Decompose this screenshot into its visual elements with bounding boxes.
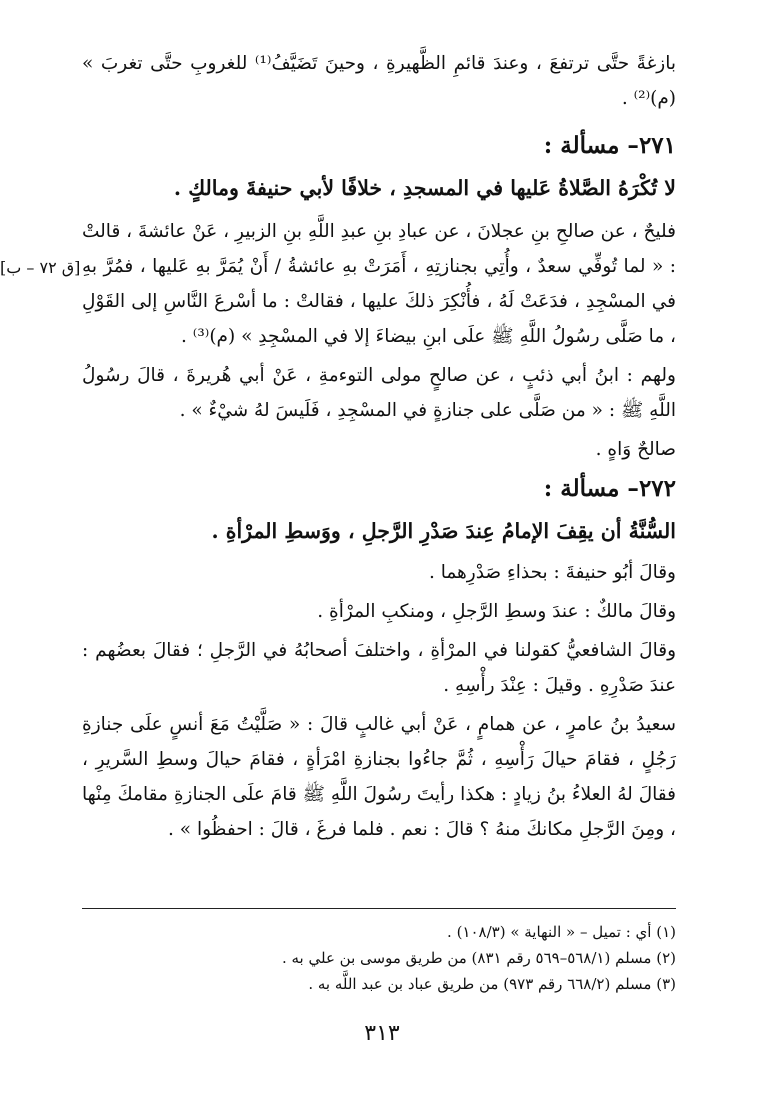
question-272-heading: ٢٧٢– مسألة : [543, 475, 676, 502]
page-number: ٣١٣ [364, 1021, 400, 1046]
question-271-paragraph-1: فليحٌ ، عن صالحِ بنِ عجلانَ ، عن عبادِ بنِ عبدِ اللَّهِ بنِ الزبيرِ ، عَنْ عائشةَ ، قالتْ : « لما تُوفِّي سعدٌ ، وأُتِي بجنازتِهِ ، أَمَرَتْ بهِ عائشةُ / أَنْ يُمَرَّ بهِ عَليها ، فمُرَّ بهِ في المسْجِدِ ، فدَعَتْ لَهُ ، فأُنْكِرَ ذلكَ عليها ، فقالتْ : ما أسْرعَ النَّاسِ إلى القَوْلِ ، ما صَلَّى رسُولُ اللَّهِ ﷺ علَى ابنِ بيضاءَ إلا في المسْجِدِ » (م)⁽³⁾ . [82, 221, 676, 347]
question-271-paragraph-3: صالحٌ وَاهٍ . [595, 439, 676, 460]
question-271 [82, 124, 676, 467]
continuation-paragraph: بازغةً حتَّى ترتفعَ ، وعندَ قائمِ الظَّهيرةِ ، وحينَ تَضَيَّفُ⁽¹⁾ للغروبِ حتَّى تغربَ » (م)⁽²⁾ . [82, 53, 676, 109]
main-text [82, 0, 676, 847]
question-272-paragraph-2: وقالَ مالكٌ : عندَ وسطِ الرَّجلِ ، ومنكبِ المرْأةِ . [317, 601, 676, 622]
footnote-3: (٣) مسلم (٦٦٨/٢ رقم ٩٧٣) من طريق عباد بن عبد اللَّه به . [308, 975, 676, 993]
question-272-paragraph-1: وقالَ أبُو حنيفةَ : بحذاءِ صَدْرِهما . [428, 562, 676, 583]
question-272 [82, 467, 676, 847]
footnote-1: (١) أي : تميل – « النهاية » (١٠٨/٣) . [447, 923, 676, 941]
question-272-paragraph-4: سعيدُ بنُ عامرٍ ، عن همامٍ ، عَنْ أبي غالبٍ قالَ : « صَلَّيْتُ مَعَ أنسٍ علَى جنازةِ رَجُلٍ ، فقامَ حيالَ رَأْسِهِ ، ثُمَّ جاءُوا بجنازةِ امْرَأةٍ ، فقامَ حيالَ وسطِ السَّريرِ ، فقالَ لهُ العلاءُ بنُ زيادٍ : هكذا رأيتَ رسُولَ اللَّهِ ﷺ قامَ علَى الجنازةِ مقامكَ مِنْها ، ومِنَ الرَّجلِ مكانكَ منهُ ؟ قالَ : نعم . فلما فرغَ ، قالَ : احفظُوا » . [82, 714, 676, 840]
footnote-2: (٢) مسلم (٥٦٨/١–٥٦٩ رقم ٨٣١) من طريق موسى بن علي به . [281, 949, 676, 967]
question-271-paragraph-2: ولهم : ابنُ أبي ذئبٍ ، عن صالحٍ مولى التوءمةِ ، عَنْ أبي هُريرةَ ، قالَ رسُولُ اللَّهِ ﷺ : « من صَلَّى على جنازةٍ في المسْجِدِ ، فَلَيسَ لهُ شيْءٌ » . [82, 365, 676, 421]
manuscript-folio-marker: [ق ٧٢ – ب] [0, 258, 81, 277]
question-271-heading: ٢٧١– مسألة : [543, 132, 676, 159]
footnotes [82, 908, 676, 997]
question-272-paragraph-3: وقالَ الشافعيُّ كقولنا في المرْأةِ ، واختلفَ أصحابُهُ في الرَّجلِ ؛ فقالَ بعضُهم : عندَ صَدْرِهِ . وقيلَ : عِنْدَ رأْسِهِ . [82, 640, 676, 696]
question-272-title: السُّنَّةُ أن يقِفَ الإمامُ عِندَ صَدْرِ الرَّجلِ ، ووَسطِ المرْأةِ . [211, 519, 676, 543]
question-271-title: لا تُكْرَهُ الصَّلاةُ عَليها في المسجدِ ، خلافًا لأبي حنيفةَ ومالكٍ . [173, 176, 676, 200]
